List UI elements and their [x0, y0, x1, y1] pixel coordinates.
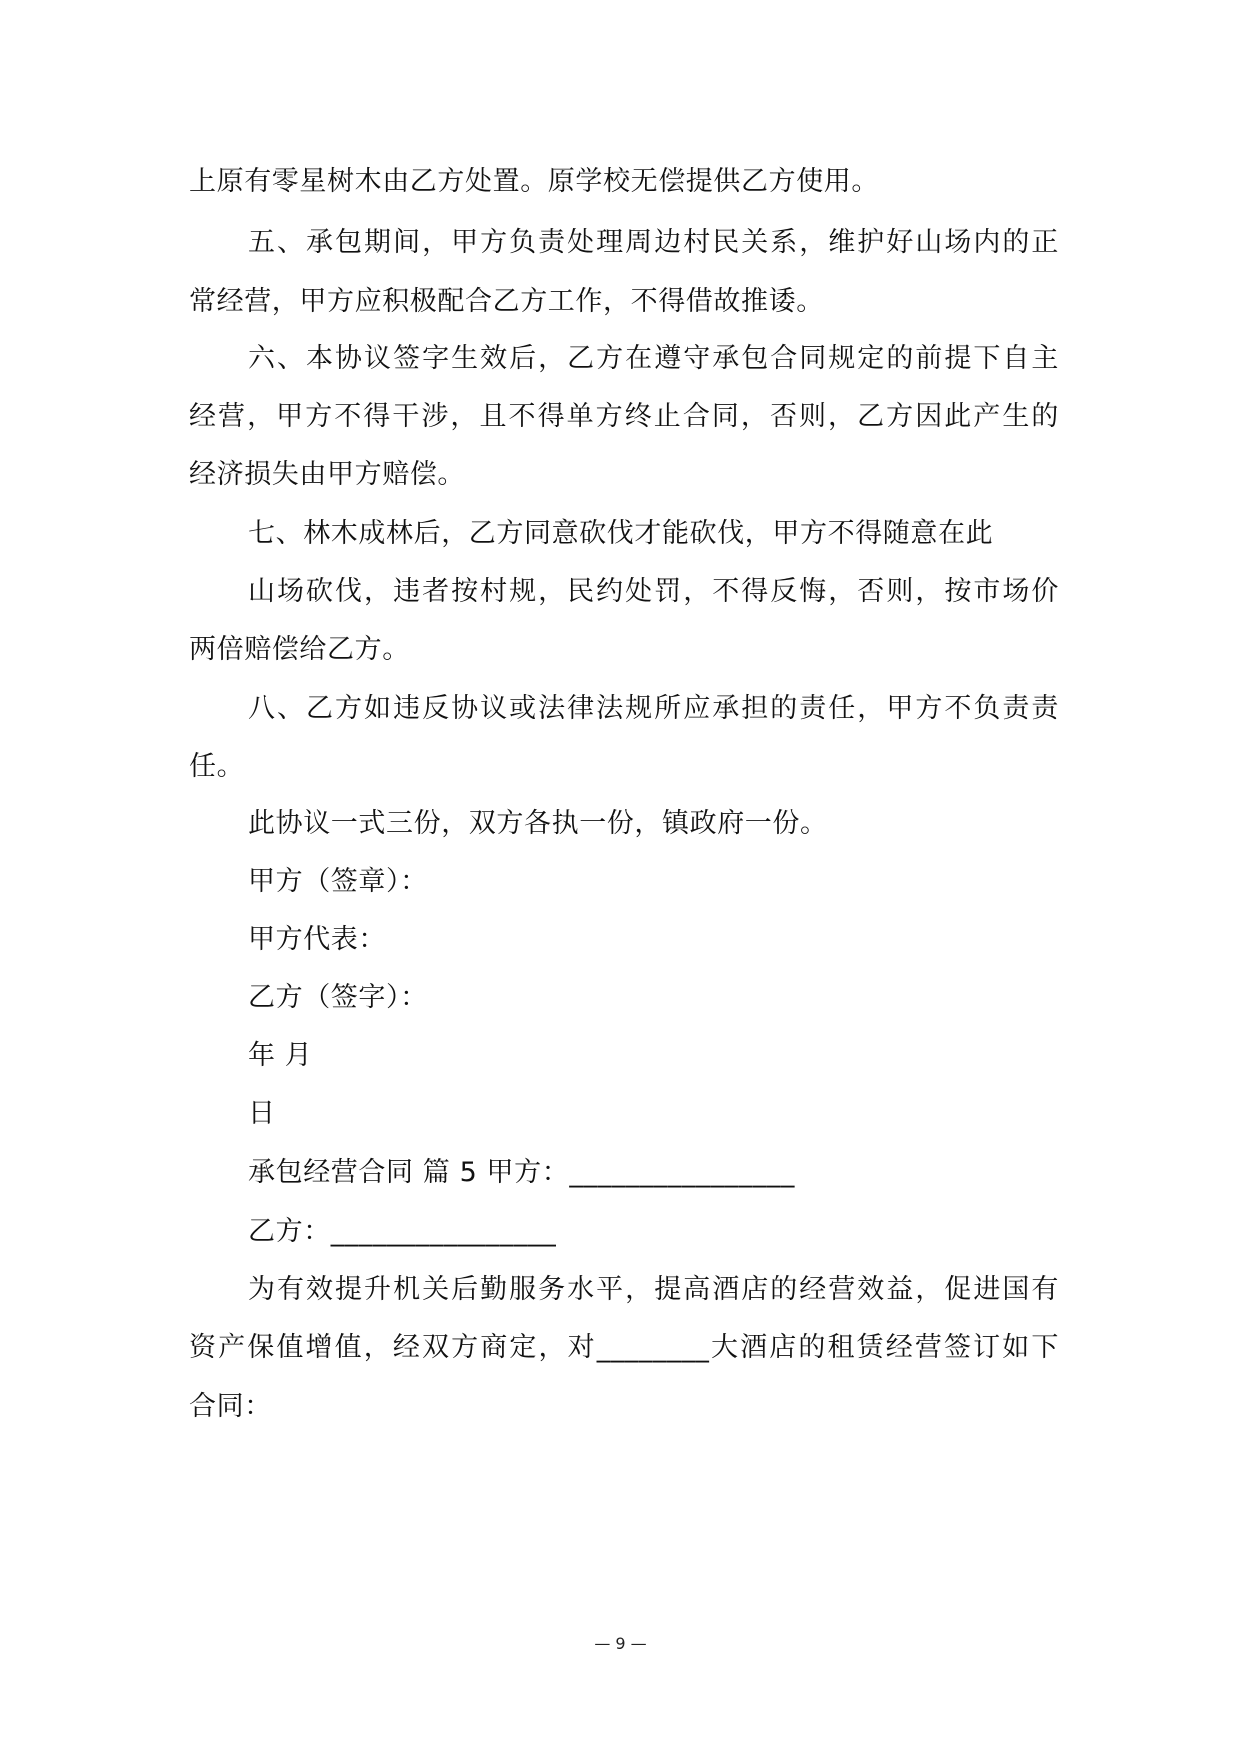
page-number: — 9 —: [594, 1634, 647, 1653]
text-line-6: 经济损失由甲方赔偿。: [189, 459, 465, 490]
text-line-1: 上原有零星树木由乙方处置。原学校无偿提供乙方使用。: [189, 166, 879, 197]
text-line-21: 资产保值增值，经双方商定，对________大酒店的租赁经营签订如下: [189, 1332, 1059, 1363]
party-b-line: 乙方：________________: [248, 1216, 557, 1247]
text-line-4: 六、本协议签字生效后，乙方在遵守承包合同规定的前提下自主: [248, 343, 1059, 374]
contract-heading-line: 承包经营合同 篇 5 甲方：________________: [248, 1157, 795, 1188]
text-line-10: 八、乙方如违反协议或法律法规所应承担的责任，甲方不负责责: [248, 693, 1059, 724]
text-line-11: 任。: [189, 751, 245, 782]
text-line-7: 七、林木成林后，乙方同意砍伐才能砍伐，甲方不得随意在此: [248, 518, 994, 549]
party-a-representative-line: 甲方代表：: [248, 924, 386, 955]
text-line-2: 五、承包期间，甲方负责处理周边村民关系，维护好山场内的正: [248, 227, 1059, 258]
text-line-3: 常经营，甲方应积极配合乙方工作，不得借故推诿。: [189, 286, 824, 317]
text-line-20: 为有效提升机关后勤服务水平，提高酒店的经营效益，促进国有: [248, 1274, 1059, 1305]
party-a-seal-line: 甲方（签章）：: [248, 866, 428, 897]
party-b-signature-line: 乙方（签字）：: [248, 982, 428, 1013]
text-line-5: 经营，甲方不得干涉，且不得单方终止合同，否则，乙方因此产生的: [189, 401, 1059, 432]
text-line-9: 两倍赔偿给乙方。: [189, 634, 410, 665]
text-line-8: 山场砍伐，违者按村规，民约处罚，不得反悔，否则，按市场价: [248, 576, 1059, 607]
date-day-line: 日: [248, 1098, 276, 1129]
text-line-22: 合同：: [189, 1391, 272, 1422]
date-year-month-line: 年 月: [248, 1040, 313, 1071]
text-line-12: 此协议一式三份，双方各执一份，镇政府一份。: [248, 808, 828, 839]
